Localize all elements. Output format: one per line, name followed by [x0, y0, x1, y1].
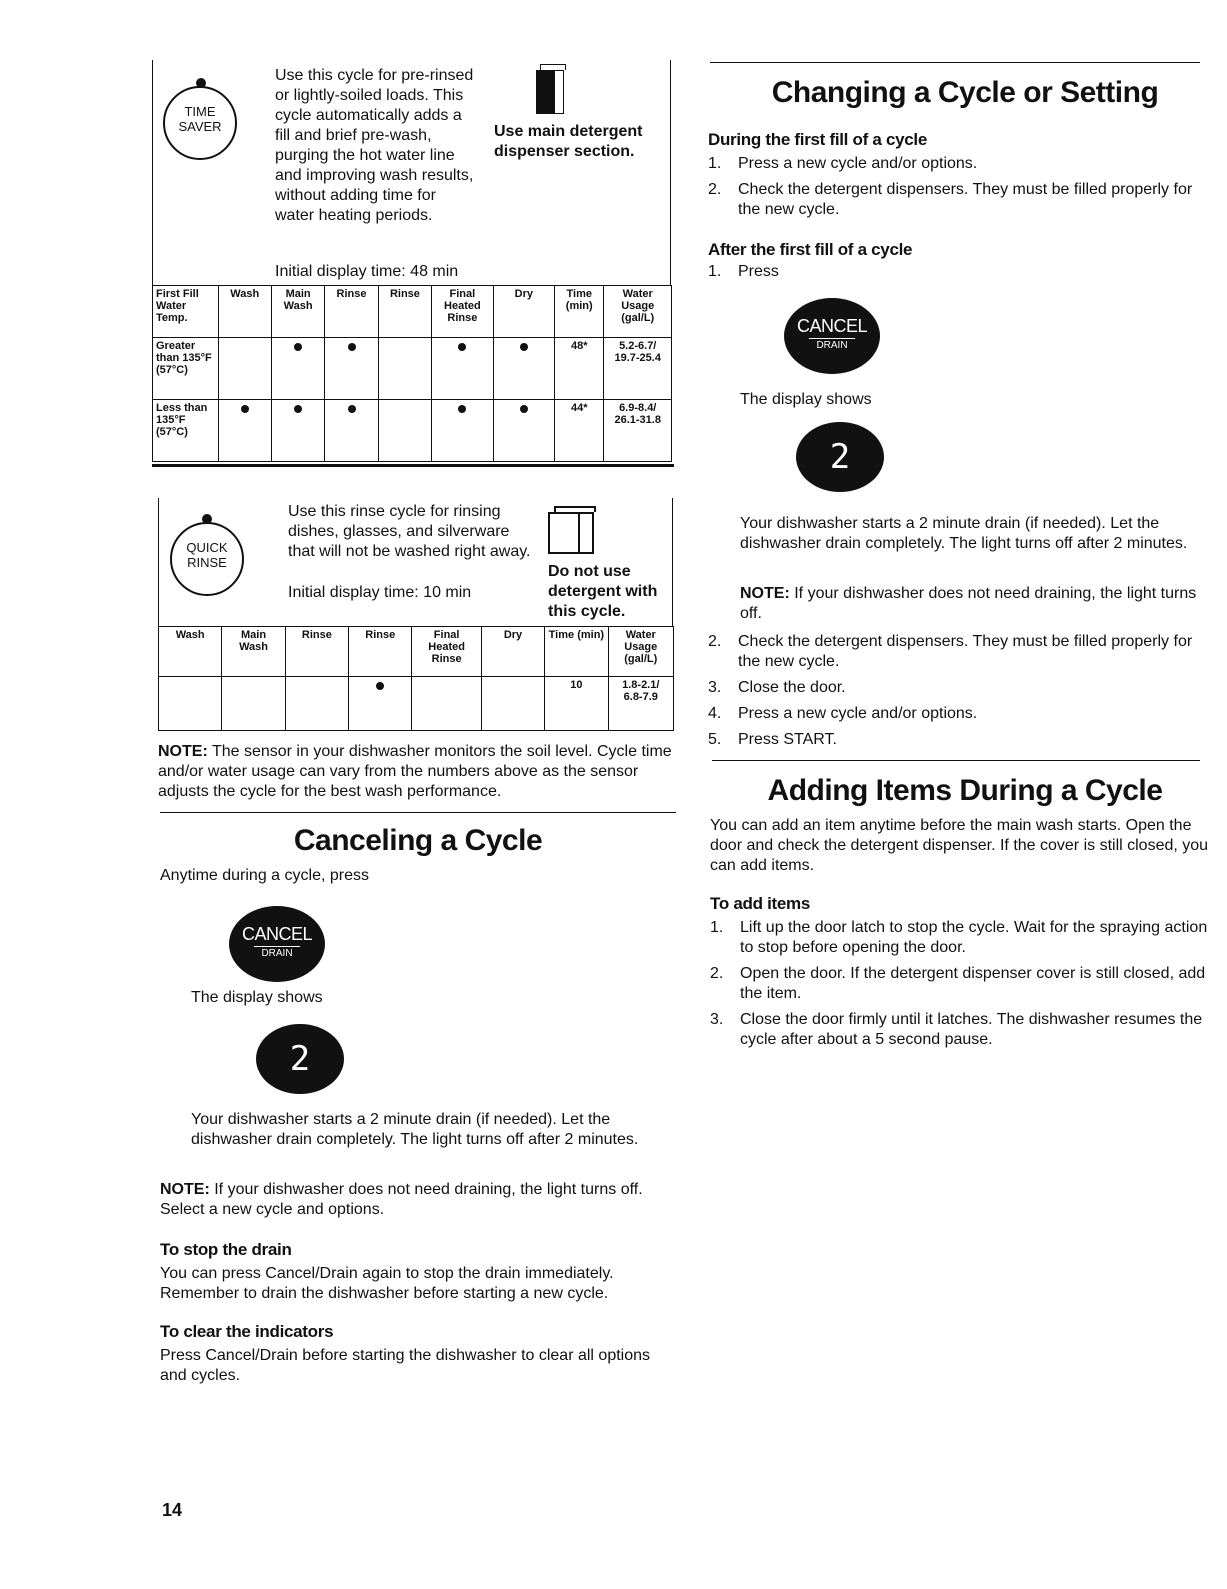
drain-label: DRAIN — [261, 948, 293, 959]
time-saver-dot-icon — [196, 78, 206, 88]
table-header: Water Usage (gal/L) — [604, 286, 672, 338]
table-cell — [271, 400, 324, 462]
quick-rinse-label-2: RINSE — [187, 555, 227, 570]
note-text: If your dishwasher does not need draining, the light turns off. — [740, 585, 1197, 622]
note-text: The sensor in your dishwasher monitors the soil level. Cycle time and/or water usage can vary from the numbers above as the sensor adjusts the cycle for the best wash performance. — [158, 743, 672, 800]
table-header: Rinse — [378, 286, 431, 338]
bullet-dot-icon — [294, 343, 302, 351]
table-row — [153, 338, 672, 400]
table-cell: 10 — [545, 677, 608, 731]
quick-rinse-icon — [170, 522, 244, 596]
drain-label: DRAIN — [816, 340, 848, 351]
note-label: NOTE: — [740, 585, 790, 602]
cancel-label: CANCEL — [796, 316, 868, 336]
table-cell — [412, 677, 481, 731]
display-char: 2 — [289, 1039, 311, 1079]
page-number: 14 — [162, 1500, 183, 1520]
canceling-note — [160, 1180, 680, 1220]
bullet-dot-icon — [458, 343, 466, 351]
bullet-dot-icon — [520, 343, 528, 351]
table-header: Wash — [159, 627, 222, 677]
table-cell — [159, 677, 222, 731]
table-cell — [432, 338, 493, 400]
cancel-drain-button[interactable] — [229, 906, 325, 982]
list-item: 5. Press START. — [708, 731, 837, 748]
table-cell — [222, 677, 285, 731]
display-indicator — [256, 1024, 344, 1094]
table-cell: 1.8-2.1/ 6.8-7.9 — [608, 677, 673, 731]
canceling-display-shows: The display shows — [191, 989, 323, 1006]
table-cell — [285, 677, 348, 731]
table-header: Time (min) — [555, 286, 604, 338]
time-saver-label-2: SAVER — [178, 119, 222, 134]
display-indicator — [796, 422, 884, 492]
time-saver-table — [152, 285, 672, 462]
list-item: 2. Check the detergent dispensers. They must be filled properly for the new cycle. — [708, 181, 1193, 218]
note-label: NOTE: — [160, 1181, 210, 1198]
changing-display-shows: The display shows — [740, 391, 872, 408]
canceling-drain-text: Your dishwasher starts a 2 minute drain (if needed). Let the dishwasher drain completely. The light turns off after 2 minutes. — [191, 1111, 639, 1148]
adding-intro: You can add an item anytime before the main wash starts. Open the door and check the detergent dispenser. If the cover is still closed, you can add items. — [710, 817, 1209, 874]
clear-indicators-title: To clear the indicators — [160, 1322, 334, 1341]
table-header: Rinse — [349, 627, 412, 677]
table-header: Water Usage (gal/L) — [608, 627, 673, 677]
list-item: 2. Open the door. If the detergent dispenser cover is still closed, add the item. — [710, 965, 1206, 1002]
table-cell — [218, 400, 271, 462]
quick-rinse-description: Use this rinse cycle for rinsing dishes, glasses, and silverware that will not be washed right away. — [288, 503, 531, 560]
quick-rinse-label-1: QUICK — [186, 540, 228, 555]
clear-indicators-text: Press Cancel/Drain before starting the dishwasher to clear all options and cycles. — [160, 1347, 651, 1384]
changing-heading: Changing a Cycle or Setting — [771, 76, 1159, 109]
cancel-label: CANCEL — [241, 924, 313, 944]
table-header: Wash — [218, 286, 271, 338]
list-item: 3. Close the door. — [708, 679, 846, 696]
table-header: Main Wash — [222, 627, 285, 677]
changing-more-steps — [708, 632, 1208, 750]
canceling-heading: Canceling a Cycle — [293, 824, 543, 857]
first-fill-title: During the first fill of a cycle — [708, 130, 927, 149]
bullet-dot-icon — [348, 405, 356, 413]
table-header: Final Heated Rinse — [432, 286, 493, 338]
time-saver-icon — [163, 86, 237, 160]
table-cell — [325, 338, 378, 400]
table-cell — [271, 338, 324, 400]
note-label: NOTE: — [158, 743, 208, 760]
time-saver-label-1: TIME — [184, 104, 216, 119]
time-saver-detergent-note: Use main detergent dispenser section. — [494, 123, 643, 160]
display-char: 2 — [829, 437, 851, 477]
bullet-dot-icon — [348, 343, 356, 351]
table-cell — [432, 400, 493, 462]
changing-note — [740, 584, 1210, 624]
bullet-dot-icon — [458, 405, 466, 413]
after-fill-title: After the first fill of a cycle — [708, 240, 913, 259]
table-cell — [493, 338, 554, 400]
table-cell: 5.2-6.7/ 19.7-25.4 — [604, 338, 672, 400]
bullet-dot-icon — [376, 682, 384, 690]
table-header: First Fill Water Temp. — [153, 286, 219, 338]
stop-drain-text: You can press Cancel/Drain again to stop the drain immediately. Remember to drain the dishwasher before starting a new cycle. — [160, 1265, 614, 1302]
table-header: Rinse — [325, 286, 378, 338]
cancel-drain-button[interactable] — [784, 298, 880, 374]
table-cell — [481, 677, 544, 731]
dispenser-empty-icon — [548, 506, 598, 554]
list-item: 3. Close the door firmly until it latches. The dishwasher resumes the cycle after about a 5 second pause. — [710, 1011, 1203, 1048]
quick-rinse-detergent-note: Do not use detergent with this cycle. — [548, 563, 658, 620]
after-fill-step-1: 1. Press — [708, 263, 779, 280]
changing-drain-text: Your dishwasher starts a 2 minute drain (if needed). Let the dishwasher drain completely. The light turns off after 2 minutes. — [740, 515, 1188, 552]
canceling-intro: Anytime during a cycle, press — [160, 867, 369, 884]
quick-rinse-display-time: Initial display time: 10 min — [288, 584, 472, 601]
add-items-steps — [710, 918, 1210, 1050]
table-row — [153, 400, 672, 462]
list-item: 2. Check the detergent dispensers. They must be filled properly for the new cycle. — [708, 633, 1193, 670]
table-header: Final Heated Rinse — [412, 627, 481, 677]
sensor-note — [158, 742, 678, 802]
table-header: Dry — [493, 286, 554, 338]
table-cell: Greater than 135°F (57°C) — [153, 338, 219, 400]
table-cell — [349, 677, 412, 731]
quick-rinse-dot-icon — [202, 514, 212, 524]
table-header: Dry — [481, 627, 544, 677]
bullet-dot-icon — [520, 405, 528, 413]
table-row — [159, 677, 674, 731]
adding-heading: Adding Items During a Cycle — [767, 774, 1163, 807]
list-item: 1. Press a new cycle and/or options. — [708, 155, 978, 172]
first-fill-steps — [708, 154, 1208, 220]
stop-drain-title: To stop the drain — [160, 1240, 292, 1259]
table-header: Rinse — [285, 627, 348, 677]
table-cell: Less than 135°F (57°C) — [153, 400, 219, 462]
table-cell — [218, 338, 271, 400]
table-cell — [378, 400, 431, 462]
list-item: 4. Press a new cycle and/or options. — [708, 705, 978, 722]
table-header: Time (min) — [545, 627, 608, 677]
bullet-dot-icon — [241, 405, 249, 413]
table-cell: 6.9-8.4/ 26.1-31.8 — [604, 400, 672, 462]
add-items-title: To add items — [710, 894, 810, 913]
table-cell — [378, 338, 431, 400]
table-header: Main Wash — [271, 286, 324, 338]
table-cell: 48* — [555, 338, 604, 400]
table-cell — [493, 400, 554, 462]
list-item: 1. Lift up the door latch to stop the cycle. Wait for the spraying action to stop before opening the door. — [710, 919, 1208, 956]
dispenser-filled-icon — [536, 64, 566, 114]
note-text: If your dishwasher does not need draining, the light turns off. Select a new cycle and options. — [160, 1181, 643, 1218]
table-cell: 44* — [555, 400, 604, 462]
time-saver-display-time: Initial display time: 48 min — [275, 263, 459, 280]
bullet-dot-icon — [294, 405, 302, 413]
time-saver-description: Use this cycle for pre-rinsed or lightly-soiled loads. This cycle automatically adds a fill and brief pre-wash, purging the hot water line and improving wash results, without adding time for water heating periods. — [275, 67, 474, 224]
table-cell — [325, 400, 378, 462]
quick-rinse-table — [158, 626, 674, 731]
